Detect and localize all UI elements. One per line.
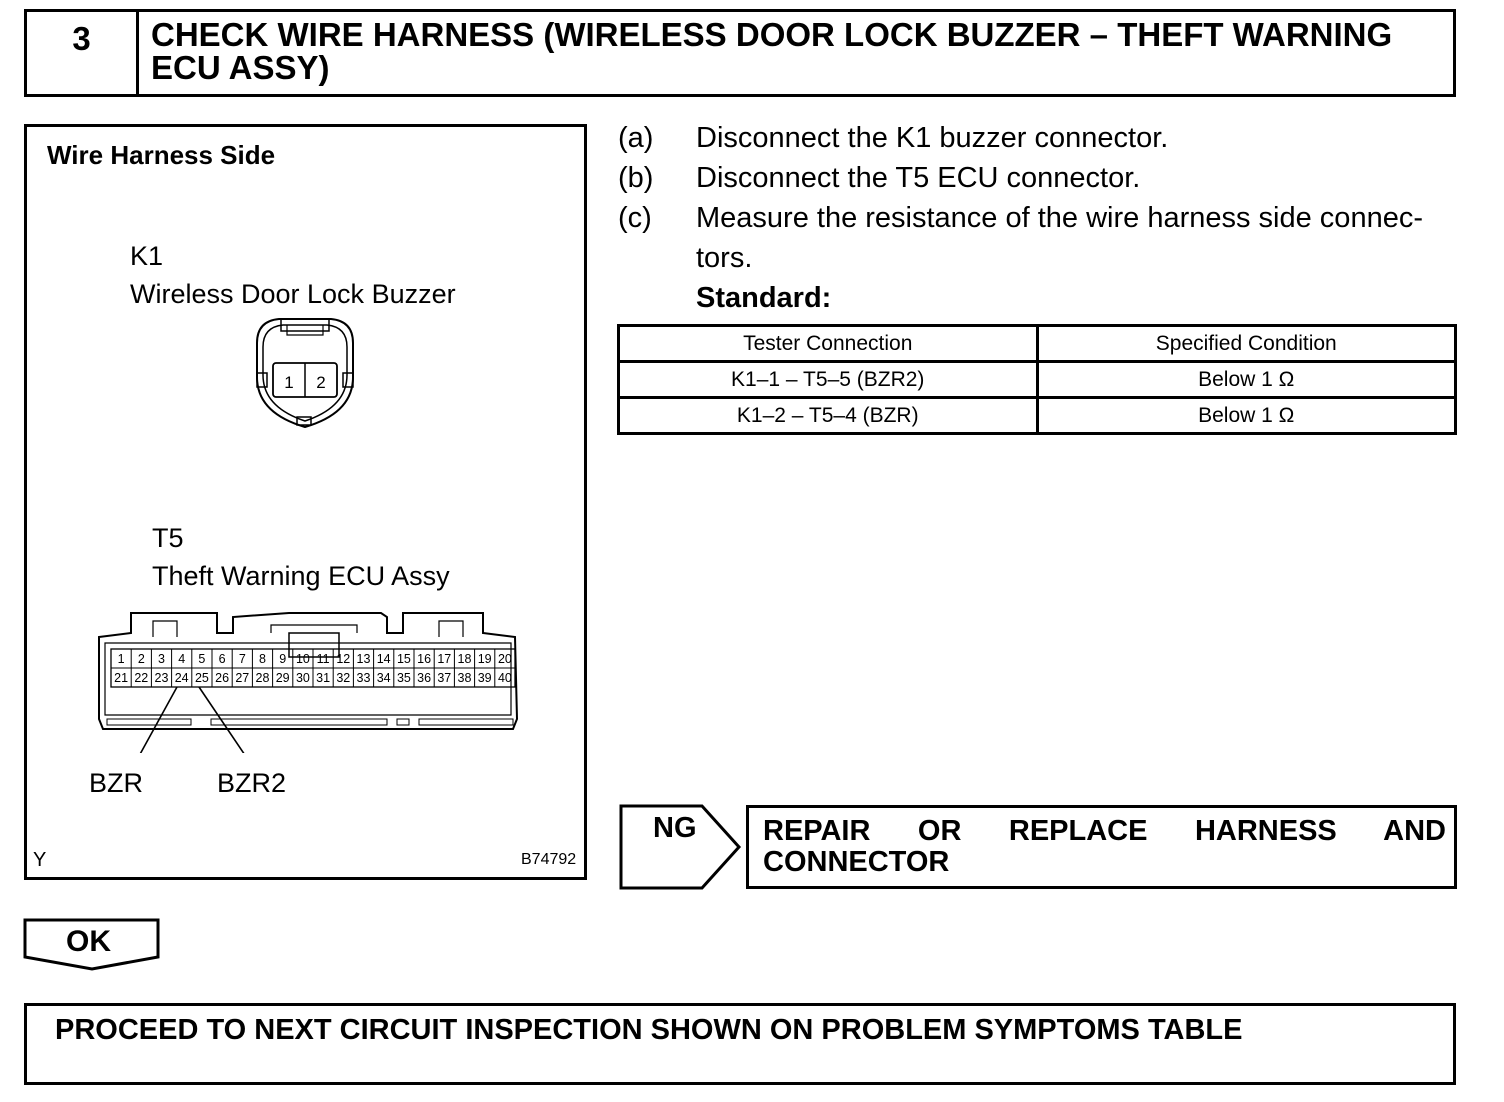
step-a-letter: (a) (618, 122, 654, 154)
t5-connector-name: Theft Warning ECU Assy (152, 561, 450, 591)
table-row (619, 398, 1456, 434)
t5-pin-27: 27 (235, 671, 250, 685)
t5-pin-31: 31 (316, 671, 331, 685)
t5-connector-drawing (93, 607, 523, 753)
figure-code: B74792 (521, 851, 577, 868)
t5-pin-5: 5 (198, 652, 206, 666)
t5-pin-33: 33 (356, 671, 371, 685)
t5-pin-18: 18 (457, 652, 472, 666)
k1-pin-2: 2 (316, 373, 326, 392)
t5-pin-7: 7 (238, 652, 246, 666)
spec-header-tester: Tester Connection (619, 326, 1038, 362)
t5-pin-25: 25 (194, 671, 209, 685)
spec-cell-connection: K1–1 – T5–5 (BZR2) (619, 362, 1038, 398)
step-number: 3 (27, 12, 139, 94)
step-b-text: Disconnect the T5 ECU connector. (696, 162, 1141, 194)
t5-pin-39: 39 (477, 671, 492, 685)
t5-pin-22: 22 (134, 671, 149, 685)
t5-pin-15: 15 (396, 652, 411, 666)
t5-pin-1: 1 (117, 652, 125, 666)
table-row (619, 362, 1456, 398)
t5-pin-14: 14 (376, 652, 391, 666)
spec-table (617, 324, 1457, 435)
t5-connector-id: T5 (152, 523, 184, 553)
t5-pin-36: 36 (417, 671, 432, 685)
figure-corner-mark: Y (33, 849, 47, 871)
t5-pin-37: 37 (437, 671, 452, 685)
k1-connector-id: K1 (130, 241, 164, 271)
t5-pin-23: 23 (154, 671, 169, 685)
t5-pin-2: 2 (137, 652, 145, 666)
t5-pin-26: 26 (215, 671, 230, 685)
spec-cell-condition: Below 1 Ω (1037, 362, 1456, 398)
standard-label: Standard: (696, 282, 832, 314)
t5-pin-3: 3 (158, 652, 165, 666)
t5-pin-28: 28 (255, 671, 270, 685)
t5-pin-35: 35 (396, 671, 411, 685)
next-step-box (24, 1003, 1456, 1085)
step-b-letter: (b) (618, 162, 654, 194)
bzr2-label: BZR2 (217, 768, 287, 798)
spec-cell-connection: K1–2 – T5–4 (BZR) (619, 398, 1038, 434)
step-title-line1: CHECK WIRE HARNESS (WIRELESS DOOR LOCK BUZZER – THEFT WARNING (151, 16, 1393, 53)
spec-table-header-row (619, 326, 1456, 362)
k1-connector-name: Wireless Door Lock Buzzer (130, 279, 456, 309)
wire-harness-figure (24, 124, 587, 880)
t5-pin-16: 16 (417, 652, 432, 666)
t5-pin-17: 17 (437, 652, 452, 666)
ng-label: NG (653, 812, 697, 844)
t5-pin-12: 12 (336, 652, 351, 666)
step-header (24, 9, 1456, 97)
t5-pin-8: 8 (259, 652, 266, 666)
t5-pin-9: 9 (279, 652, 287, 666)
t5-pin-grid (111, 649, 515, 687)
k1-connector-drawing (239, 313, 369, 435)
t5-pin-30: 30 (295, 671, 310, 685)
step-c-text (696, 198, 1462, 278)
t5-pin-10: 10 (295, 652, 310, 666)
t5-pin-6: 6 (218, 652, 226, 666)
t5-pin-11: 11 (316, 652, 330, 666)
t5-pin-38: 38 (457, 671, 472, 685)
step-c-line2: tors. (696, 242, 753, 274)
bzr-label: BZR (89, 768, 143, 798)
t5-pin-29: 29 (275, 671, 290, 685)
t5-pin-21: 21 (114, 671, 129, 685)
t5-pin-32: 32 (336, 671, 351, 685)
k1-pin-1: 1 (284, 373, 294, 392)
step-title (151, 18, 1441, 84)
step-title-line2: ECU ASSY) (151, 49, 330, 86)
t5-pin-19: 19 (477, 652, 492, 666)
next-step-text: PROCEED TO NEXT CIRCUIT INSPECTION SHOWN ON PROBLEM SYMPTOMS TABLE (55, 1014, 1243, 1046)
t5-pin-4: 4 (178, 652, 186, 666)
t5-pin-20: 20 (497, 652, 512, 666)
t5-pin-24: 24 (174, 671, 189, 685)
step-c-line1: Measure the resistance of the wire harness side connec- (696, 202, 1423, 234)
t5-pin-13: 13 (356, 652, 371, 666)
t5-pin-40: 40 (497, 671, 512, 685)
step-a-text: Disconnect the K1 buzzer connector. (696, 122, 1169, 154)
ng-action-box (746, 805, 1457, 889)
ng-action-text: REPAIR OR REPLACE HARNESS AND CONNECTOR (763, 815, 1446, 878)
spec-header-condition: Specified Condition (1037, 326, 1456, 362)
t5-pin-34: 34 (376, 671, 391, 685)
figure-heading: Wire Harness Side (47, 140, 276, 170)
step-c-letter: (c) (618, 202, 652, 234)
ok-label: OK (66, 925, 111, 958)
spec-cell-condition: Below 1 Ω (1037, 398, 1456, 434)
